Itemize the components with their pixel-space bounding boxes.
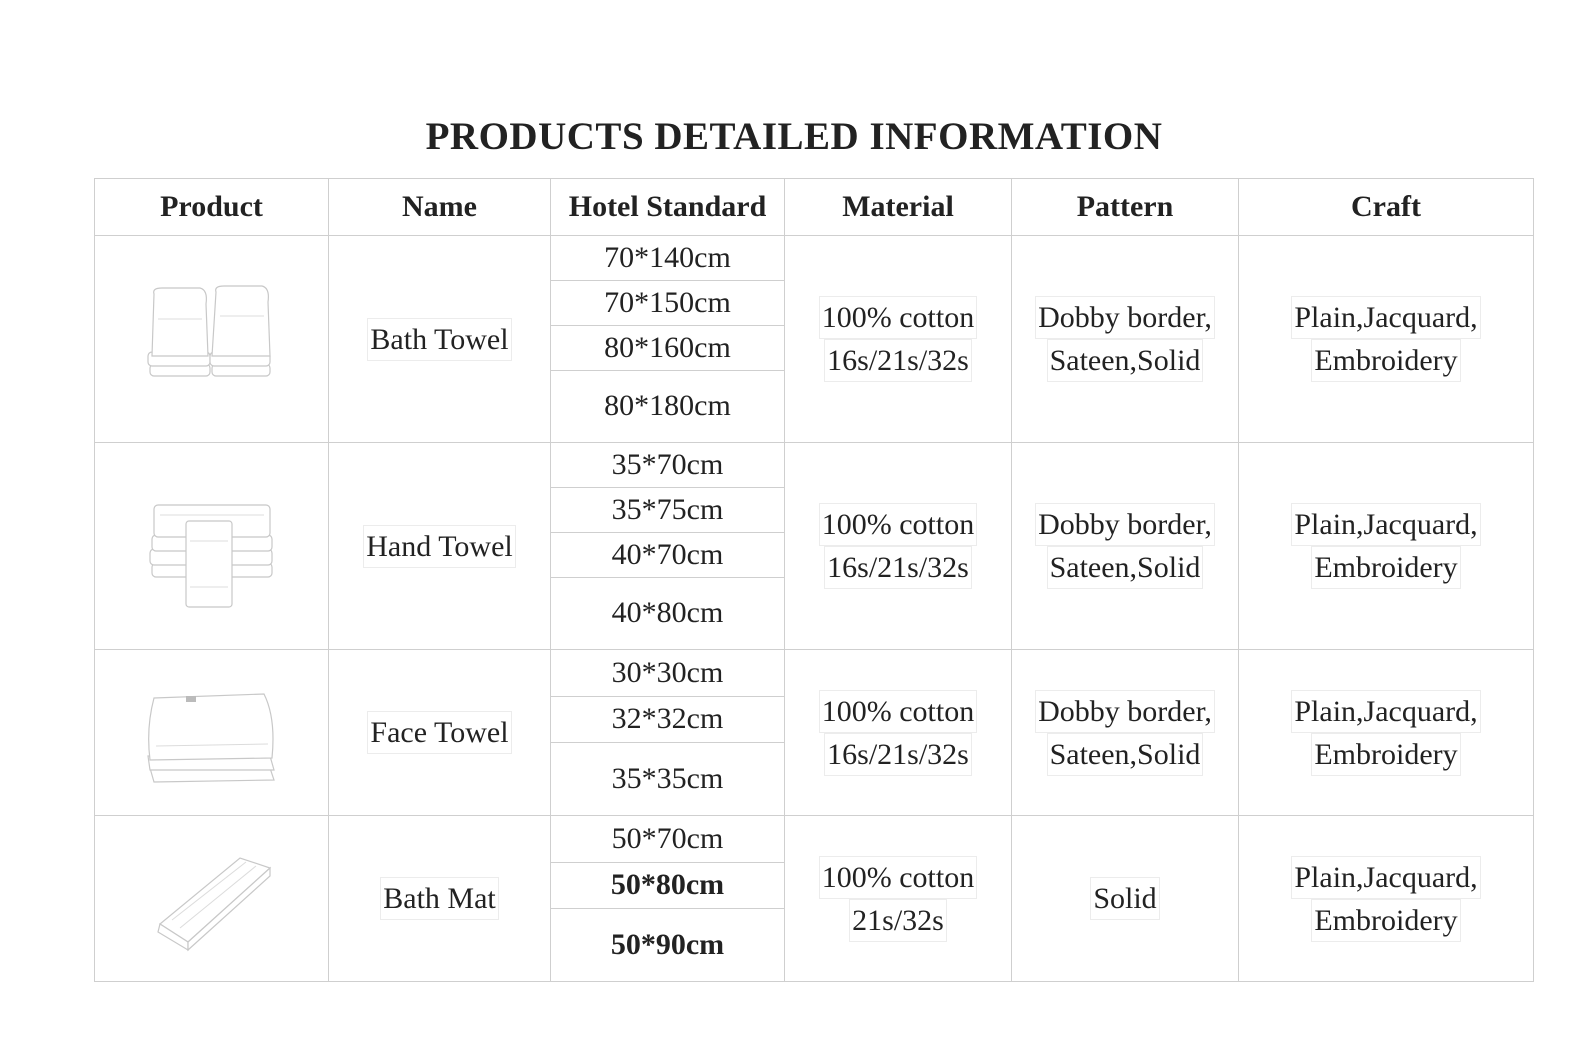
- product-name-cell: [329, 443, 551, 650]
- craft-line: Plain,Jacquard,: [1291, 503, 1480, 546]
- size-option: 40*70cm: [551, 533, 784, 578]
- pattern-line: Solid: [1090, 877, 1159, 920]
- pattern-line: Dobby border,: [1035, 503, 1215, 546]
- craft-cell: [1239, 650, 1534, 816]
- craft-line: Plain,Jacquard,: [1291, 690, 1480, 733]
- craft-line: Embroidery: [1311, 899, 1460, 942]
- craft-line: Plain,Jacquard,: [1291, 856, 1480, 899]
- hotel-standard-cell: [551, 650, 785, 816]
- pattern-line: Sateen,Solid: [1047, 733, 1204, 776]
- hotel-standard-cell: [551, 236, 785, 443]
- hotel-standard-cell: [551, 816, 785, 982]
- header-pattern: Pattern: [1012, 179, 1239, 236]
- product-image-cell: [95, 443, 329, 650]
- size-option: 35*70cm: [551, 444, 784, 489]
- product-info-table: [94, 178, 1534, 982]
- size-option: 50*80cm: [551, 863, 784, 909]
- pattern-cell: [1012, 816, 1239, 982]
- material-cell: [785, 443, 1012, 650]
- header-name: Name: [329, 179, 551, 236]
- craft-line: Embroidery: [1311, 339, 1460, 382]
- table-row: [95, 236, 1534, 443]
- size-option: 80*160cm: [551, 326, 784, 371]
- craft-line: Embroidery: [1311, 546, 1460, 589]
- pattern-cell: [1012, 236, 1239, 443]
- pattern-line: Dobby border,: [1035, 296, 1215, 339]
- pattern-line: Sateen,Solid: [1047, 546, 1204, 589]
- product-name-cell: [329, 650, 551, 816]
- product-name: Bath Towel: [367, 318, 511, 361]
- product-image-cell: [95, 236, 329, 443]
- material-line: 16s/21s/32s: [824, 339, 972, 382]
- size-option: 50*90cm: [610, 927, 725, 961]
- craft-cell: [1239, 816, 1534, 982]
- material-cell: [785, 816, 1012, 982]
- craft-cell: [1239, 443, 1534, 650]
- size-option: 80*180cm: [604, 389, 731, 423]
- header-product: Product: [95, 179, 329, 236]
- material-line: 100% cotton: [819, 503, 977, 546]
- pattern-line: Dobby border,: [1035, 690, 1215, 733]
- material-line: 100% cotton: [819, 856, 977, 899]
- product-name: Bath Mat: [380, 877, 499, 920]
- bath-mat-image: [132, 824, 292, 974]
- size-option: 30*30cm: [551, 651, 784, 697]
- material-cell: [785, 236, 1012, 443]
- material-line: 16s/21s/32s: [824, 546, 972, 589]
- pattern-line: Sateen,Solid: [1047, 339, 1204, 382]
- bath-towel-image: [132, 264, 292, 414]
- hotel-standard-cell: [551, 443, 785, 650]
- page-title: PRODUCTS DETAILED INFORMATION: [425, 115, 1163, 158]
- table-row: [95, 650, 1534, 816]
- size-option: 35*35cm: [611, 761, 724, 795]
- material-cell: [785, 650, 1012, 816]
- size-option: 50*70cm: [551, 817, 784, 863]
- size-option: 40*80cm: [611, 596, 724, 630]
- header-material: Material: [785, 179, 1012, 236]
- craft-line: Embroidery: [1311, 733, 1460, 776]
- header-hotel-standard: Hotel Standard: [551, 179, 785, 236]
- material-line: 16s/21s/32s: [824, 733, 972, 776]
- craft-line: Plain,Jacquard,: [1291, 296, 1480, 339]
- pattern-cell: [1012, 650, 1239, 816]
- product-name: Face Towel: [367, 711, 511, 754]
- table-row: [95, 816, 1534, 982]
- header-craft: Craft: [1239, 179, 1534, 236]
- product-name-cell: [329, 236, 551, 443]
- product-image-cell: [95, 816, 329, 982]
- product-name: Hand Towel: [363, 525, 515, 568]
- hand-towel-image: [132, 471, 292, 621]
- craft-cell: [1239, 236, 1534, 443]
- size-option: 70*140cm: [551, 237, 784, 282]
- size-option: 35*75cm: [551, 488, 784, 533]
- table-row: [95, 443, 1534, 650]
- face-towel-image: [132, 658, 292, 808]
- product-name-cell: [329, 816, 551, 982]
- table-header-row: [95, 179, 1534, 236]
- material-line: 21s/32s: [849, 899, 947, 942]
- material-line: 100% cotton: [819, 690, 977, 733]
- size-option: 70*150cm: [551, 281, 784, 326]
- material-line: 100% cotton: [819, 296, 977, 339]
- product-image-cell: [95, 650, 329, 816]
- pattern-cell: [1012, 443, 1239, 650]
- size-option: 32*32cm: [551, 697, 784, 743]
